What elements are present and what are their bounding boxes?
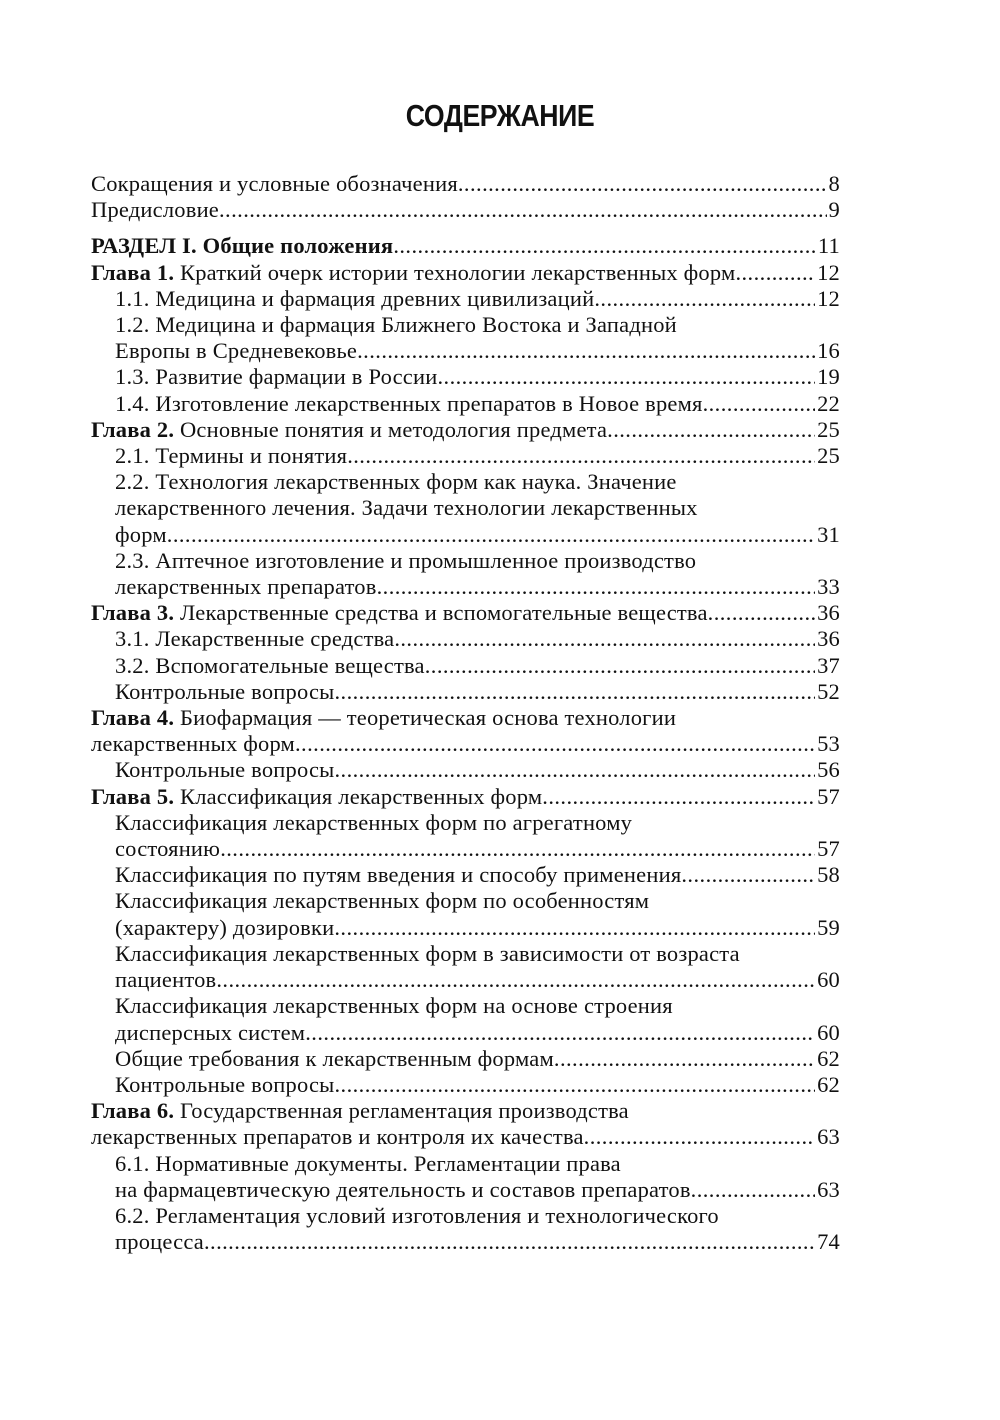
chapter-label: Глава 4. xyxy=(91,705,175,731)
toc-page-number: 25 xyxy=(817,443,840,469)
toc-entry-text: 1.3. Развитие фармации в России xyxy=(115,364,438,390)
toc-page-number: 63 xyxy=(817,1124,840,1150)
toc-page-number: 57 xyxy=(817,783,840,809)
toc-page-number: 57 xyxy=(817,836,840,862)
dot-leader xyxy=(594,286,815,312)
toc-page-number: 22 xyxy=(817,390,840,416)
dot-leader xyxy=(542,784,815,810)
dot-leader xyxy=(691,1177,815,1203)
toc-entry-text: пациентов xyxy=(115,967,217,993)
dot-leader xyxy=(393,233,816,259)
toc-entry-6-2[interactable] xyxy=(91,1203,840,1255)
dot-leader xyxy=(357,338,815,364)
dot-leader xyxy=(735,260,815,286)
toc-entry-2-3[interactable] xyxy=(91,548,840,600)
dot-leader xyxy=(334,679,815,705)
toc-entry-2-2[interactable] xyxy=(91,469,840,548)
toc-page-number: 12 xyxy=(817,285,840,311)
toc-page-number: 74 xyxy=(817,1229,840,1255)
toc-entry-5-disperse[interactable] xyxy=(91,993,840,1045)
toc-entry-line: Глава 4. Биофармация — теоретическая основа технологии xyxy=(91,705,677,731)
dot-leader xyxy=(703,391,816,417)
toc-entry-chapter-4[interactable] xyxy=(91,705,840,757)
toc-entry-text: дисперсных систем xyxy=(115,1019,306,1045)
toc-entry-1-1[interactable] xyxy=(91,286,840,312)
toc-page-number: 59 xyxy=(817,914,840,940)
toc-page-number: 16 xyxy=(817,338,840,364)
toc-page-number: 52 xyxy=(817,678,840,704)
toc-entry-abbreviations[interactable] xyxy=(91,171,840,197)
toc-entry-text: лекарственных форм xyxy=(91,731,295,757)
toc-entry-chapter-3[interactable] xyxy=(91,600,840,626)
toc-entry-text: лекарственных препаратов и контроля их качества xyxy=(91,1124,584,1150)
toc-entry-chapter-5[interactable] xyxy=(91,784,840,810)
dot-leader xyxy=(554,1046,815,1072)
toc-page-number: 62 xyxy=(817,1045,840,1071)
toc-entry-line: 2.3. Аптечное изготовление и промышленное производство xyxy=(115,547,697,573)
toc-page-number: 36 xyxy=(817,600,840,626)
toc-entry-line: Классификация лекарственных форм по агрегатному xyxy=(115,809,633,835)
toc-page-number: 25 xyxy=(817,416,840,442)
dot-leader xyxy=(305,1020,815,1046)
toc-page-number: 37 xyxy=(817,652,840,678)
toc-page-number: 53 xyxy=(817,731,840,757)
toc-page-number: 12 xyxy=(817,259,840,285)
toc-entry-review-questions-5[interactable] xyxy=(91,1072,840,1098)
chapter-label: Глава 3. xyxy=(91,600,175,626)
toc-entry-text: Контрольные вопросы xyxy=(115,678,335,704)
dot-leader xyxy=(216,967,815,993)
toc-entry-text: Глава 3. Лекарственные средства и вспомогательные вещества xyxy=(91,600,708,626)
dot-leader xyxy=(347,443,815,469)
toc-entry-chapter-6[interactable] xyxy=(91,1098,840,1150)
toc-entry-text: Глава 2. Основные понятия и методология предмета xyxy=(91,416,608,442)
toc-page-number: 33 xyxy=(817,574,840,600)
toc-page-number: 60 xyxy=(817,967,840,993)
toc-entry-5-routes[interactable] xyxy=(91,862,840,888)
dot-leader xyxy=(204,1229,815,1255)
toc-entry-1-3[interactable] xyxy=(91,364,840,390)
toc-entry-text: процесса xyxy=(115,1229,204,1255)
dot-leader xyxy=(377,574,816,600)
toc-entry-3-2[interactable] xyxy=(91,653,840,679)
toc-entry-text: 2.1. Термины и понятия xyxy=(115,443,348,469)
dot-leader xyxy=(167,522,815,548)
toc-entry-text: Европы в Средневековье xyxy=(115,338,358,364)
dot-leader xyxy=(458,171,827,197)
toc-entry-6-1[interactable] xyxy=(91,1151,840,1203)
toc-entry-text: Общие требования к лекарственным формам xyxy=(115,1045,554,1071)
toc-entry-text: Глава 1. Краткий очерк истории технологии лекарственных форм xyxy=(91,259,736,285)
toc-entry-line: 6.1. Нормативные документы. Регламентации права xyxy=(115,1150,621,1176)
toc-entry-chapter-1[interactable] xyxy=(91,260,840,286)
toc-entry-line: Классификация лекарственных форм в зависимости от возраста xyxy=(115,940,740,966)
dot-leader xyxy=(334,915,815,941)
toc-page-number: 56 xyxy=(817,757,840,783)
toc-entry-review-questions-4[interactable] xyxy=(91,757,840,783)
toc-entry-line: Глава 6. Государственная регламентация производства xyxy=(91,1098,629,1124)
toc-entry-preface[interactable] xyxy=(91,197,840,223)
page-title: СОДЕРЖАНИЕ xyxy=(405,98,595,133)
chapter-label: Глава 2. xyxy=(91,416,175,442)
dot-leader xyxy=(334,1072,815,1098)
toc-entry-5-aggregate-state[interactable] xyxy=(91,810,840,862)
toc-entry-line: 6.2. Регламентация условий изготовления и технологического xyxy=(115,1202,719,1228)
toc-entry-text: 3.2. Вспомогательные вещества xyxy=(115,652,425,678)
toc-entry-text: (характеру) дозировки xyxy=(115,914,335,940)
dot-leader xyxy=(220,836,815,862)
toc-entry-line: Классификация лекарственных форм по особенностям xyxy=(115,888,650,914)
toc-page-number: 31 xyxy=(817,521,840,547)
dot-leader xyxy=(425,653,815,679)
toc-page-number: 60 xyxy=(817,1019,840,1045)
dot-leader xyxy=(437,364,815,390)
toc-entry-1-2[interactable] xyxy=(91,312,840,364)
dot-leader xyxy=(394,626,815,652)
toc-entry-text: Контрольные вопросы xyxy=(115,1071,335,1097)
dot-leader xyxy=(219,197,827,223)
dot-leader xyxy=(334,757,815,783)
toc-page-number: 9 xyxy=(828,197,840,223)
table-of-contents xyxy=(91,171,840,1255)
toc-entry-text: 1.4. Изготовление лекарственных препаратов в Новое время xyxy=(115,390,703,416)
toc-entry-1-4[interactable] xyxy=(91,391,840,417)
toc-entry-5-dosage[interactable] xyxy=(91,888,840,940)
chapter-label: Глава 1. xyxy=(91,259,175,285)
toc-entry-review-questions-3[interactable] xyxy=(91,679,840,705)
toc-entry-text: Предисловие xyxy=(91,197,219,223)
toc-entry-text: 1.1. Медицина и фармация древних цивилизаций xyxy=(115,285,595,311)
toc-entry-5-general-requirements[interactable] xyxy=(91,1046,840,1072)
toc-entry-chapter-2[interactable] xyxy=(91,417,840,443)
toc-entry-5-age[interactable] xyxy=(91,941,840,993)
dot-leader xyxy=(295,731,815,757)
toc-entry-text: состоянию xyxy=(115,836,221,862)
toc-entry-text: на фармацевтическую деятельность и составов препаратов xyxy=(115,1176,691,1202)
toc-entry-section-1[interactable] xyxy=(91,233,840,259)
dot-leader xyxy=(708,600,815,626)
toc-entry-text: Классификация по путям введения и способу применения xyxy=(115,862,682,888)
toc-page-number: 19 xyxy=(817,364,840,390)
toc-page-number: 62 xyxy=(817,1071,840,1097)
toc-page-number: 11 xyxy=(817,233,840,259)
chapter-label: Глава 6. xyxy=(91,1098,175,1124)
toc-entry-text: форм xyxy=(115,521,167,547)
toc-entry-text: 3.1. Лекарственные средства xyxy=(115,626,395,652)
dot-leader xyxy=(584,1124,815,1150)
toc-entry-text: Контрольные вопросы xyxy=(115,757,335,783)
toc-entry-line: 1.2. Медицина и фармация Ближнего Востока и Западной xyxy=(115,312,677,338)
toc-entry-text: Глава 5. Классификация лекарственных форм xyxy=(91,783,543,809)
toc-page-number: 63 xyxy=(817,1176,840,1202)
chapter-label: Глава 5. xyxy=(91,783,175,809)
toc-entry-line: 2.2. Технология лекарственных форм как наука. Значение xyxy=(115,469,677,495)
toc-entry-3-1[interactable] xyxy=(91,626,840,652)
toc-entry-line: лекарственного лечения. Задачи технологии лекарственных xyxy=(115,495,698,521)
toc-page-number: 36 xyxy=(817,626,840,652)
toc-entry-text: РАЗДЕЛ I. Общие положения xyxy=(91,233,394,259)
dot-leader xyxy=(607,417,815,443)
toc-page-number: 58 xyxy=(817,862,840,888)
toc-entry-line: Классификация лекарственных форм на основе строения xyxy=(115,993,673,1019)
toc-entry-2-1[interactable] xyxy=(91,443,840,469)
toc-entry-text: Сокращения и условные обозначения xyxy=(91,171,458,196)
toc-entry-text: лекарственных препаратов xyxy=(115,574,377,600)
toc-page-number: 8 xyxy=(828,171,840,196)
dot-leader xyxy=(681,862,815,888)
